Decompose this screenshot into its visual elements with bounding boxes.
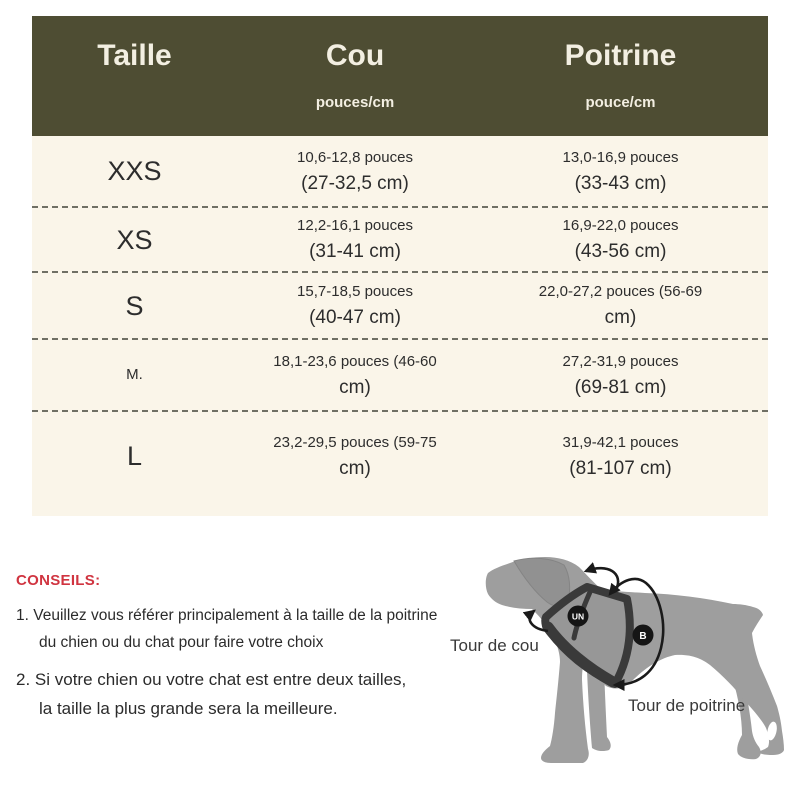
neck-range-pouces: 10,6-12,8 pouces (297, 148, 413, 166)
advice-line: 2. Si votre chien ou votre chat est entre deux tailles, (16, 670, 407, 689)
chest-range-cm: (43-56 cm) (574, 241, 667, 262)
size-chart-body (32, 136, 768, 516)
size-chart (32, 16, 768, 516)
column-unit-label: pouces/cm (315, 94, 395, 111)
chest-range-pouces: 16,9-22,0 pouces (562, 217, 679, 234)
chest-range-pouces: 13,0-16,9 pouces (562, 148, 679, 166)
chest-badge-text: B (639, 631, 647, 642)
table-row-l (32, 412, 768, 500)
size-label: S (125, 290, 144, 321)
neck-range-cm: (31-41 cm) (309, 241, 401, 262)
column-header-poitrine (473, 16, 768, 136)
table-row-m (32, 340, 768, 412)
neck-range-cm: (27-32,5 cm) (301, 172, 409, 194)
column-header-cou (237, 16, 473, 136)
table-row-xs (32, 208, 768, 273)
chest-measure-label: Tour de poitrine (628, 696, 746, 715)
advice-item-1 (16, 607, 466, 652)
neck-range-pouces: 18,1-23,6 pouces (46-60 (273, 352, 437, 370)
neck-range-pouces: 15,7-18,5 pouces (297, 283, 413, 300)
column-label: Taille (97, 39, 172, 72)
chest-range-cm: cm) (604, 307, 637, 328)
dog-illustration (440, 545, 800, 800)
neck-range-pouces: 23,2-29,5 pouces (59-75 (273, 433, 437, 451)
neck-measure-label: Tour de cou (450, 636, 539, 655)
column-label: Poitrine (564, 39, 677, 72)
chest-range-cm: (81-107 cm) (569, 457, 672, 479)
advice-line: du chien ou du chat pour faire votre choix (39, 634, 324, 651)
size-label: M. (126, 366, 143, 383)
neck-range-cm: cm) (339, 457, 371, 479)
size-chart-header (32, 16, 768, 136)
chest-range-cm: (33-43 cm) (574, 172, 667, 194)
measurement-diagram (440, 545, 800, 800)
neck-badge-text: UN (571, 611, 585, 622)
chest-range-pouces: 22,0-27,2 pouces (56-69 (538, 283, 703, 300)
column-unit-label: pouce/cm (585, 94, 656, 111)
size-label: XS (116, 224, 153, 255)
table-row-s (32, 273, 768, 340)
advice-item-2 (16, 670, 466, 719)
table-row-xxs (32, 136, 768, 208)
size-label: XXS (107, 156, 162, 186)
column-header-taille (32, 16, 237, 136)
chest-badge (633, 625, 654, 646)
advice-section (16, 572, 466, 719)
chest-range-pouces: 31,9-42,1 pouces (562, 433, 679, 451)
advice-heading: CONSEILS: (16, 572, 101, 589)
column-label: Cou (325, 39, 385, 72)
advice-line: 1. Veuillez vous référer principalement à la taille de la poitrine (16, 607, 438, 624)
chest-range-cm: (69-81 cm) (574, 376, 667, 398)
chest-range-pouces: 27,2-31,9 pouces (562, 352, 679, 370)
neck-badge (568, 606, 589, 627)
neck-range-cm: cm) (339, 376, 371, 398)
advice-line: la taille la plus grande sera la meilleure. (39, 699, 338, 718)
neck-range-pouces: 12,2-16,1 pouces (297, 217, 413, 234)
neck-range-cm: (40-47 cm) (309, 307, 401, 328)
size-label: L (126, 441, 143, 471)
dog-body-silhouette (486, 557, 784, 763)
